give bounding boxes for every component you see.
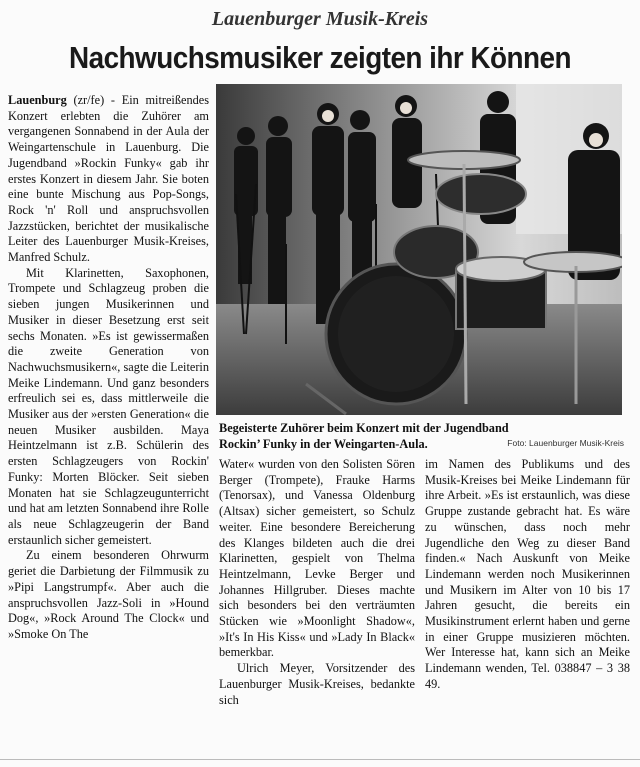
bottom-rule	[0, 759, 640, 760]
dateline: Lauenburg	[8, 93, 67, 107]
lead-text: Ein mitreißendes Konzert erlebten die Zuhörer am vergangenen Sonnabend in der Aula der Weingartenschule in Lauenburg. Die Jugendband »Rockin Funky« gab ihr erstes Konzert in diesem Jahr. Sie boten eine bunte Mischung aus Pop-Songs, Rock 'n' Roll und anspruchsvollen Jazzstücken, berichtet der musikalische Leiter des Lauenburger Musik-Kreises, Manfred Schulz.	[8, 93, 209, 265]
paragraph-3: Zu einem besonderen Ohrwurm geriet die Darbietung der Filmmusik zu »Pipi Langstrumpf«. Aber auch die anspruchsvollen Jazz-Soli in »Hound Dog«, »Rock Around The Clock« und »Smoke On The	[8, 548, 209, 641]
photo-caption: Begeisterte Zuhörer beim Konzert mit der Jugendband Rockin’ Funky in der Weingarten-Aula.	[219, 421, 509, 451]
paragraph-4: Water« wurden von den Solisten Sören Berger (Trompete), Frauke Harms (Tenorsax), und Vanessa Oldenburg (Altsax) sicher gemeistert, so Schulz weiter. Eine besondere Bereicherung des Klanges bildeten auch die drei Klarinetten, gespielt von Thelma Heintzelmann, Levke Berger und Johannes Hillgruber. Dieses machte sich besonders bei den verträumten Stücken wie »Moonlight Shadow«, »It's In His Kiss« und »Lady In Black« bemerkbar.	[219, 457, 415, 660]
photo-credit: Foto: Lauenburger Musik-Kreis	[507, 438, 624, 448]
source-tag: (zr/fe) -	[66, 93, 122, 107]
section-kicker: Lauenburger Musik-Kreis	[211, 8, 429, 30]
paragraph-5: Ulrich Meyer, Vorsitzender des Lauenburger Musik-Kreises, bedankte sich	[219, 661, 415, 707]
article-column-1	[8, 93, 209, 758]
paragraph-5-continued: im Namen des Publikums und des Musik-Kreises bei Meike Lindemann für ihre Arbeit. »Es ist erstaunlich, was diese Gruppe zustande gebracht hat. Es wäre zu wünschen, dass noch mehr Jugendliche den Weg zu dieser Band finden.« Nach Auskunft von Meike Lindemann werden noch Musikerinnen und Musikern im Alter von 10 bis 17 Jahren gesucht, die bereits ein Musikinstrument erlernt haben und gerne in einer Gruppe musizieren möchten. Wer Interesse hat, kann sich an Meike Lindemann wenden, Tel. 038847 – 3 38 49.	[425, 457, 630, 691]
article-column-2	[219, 457, 415, 757]
article-column-3	[425, 457, 630, 757]
band-photo	[216, 84, 622, 415]
lead-paragraph	[8, 93, 209, 266]
paragraph-2: Mit Klarinetten, Saxophonen, Trompete und Schlagzeug proben die sieben jungen Musikerinnen und Musiker in dieser Besetzung erst seit sechs Monaten. »Es ist gewissermaßen die zweite Generation von Nachwuchsmusikern«, sagte die Leiterin Meike Lindemann. Und ganz besonders erfreulich sei es, dass mittlerweile die Musiker aus der »ersten Generation« die neuen Musiker ausbilden. Maya Heintzelmann ist z.B. Schülerin des ersten Schlagzeugers von Rockin' Funky: Morten Blöcker. Seit sieben Monaten hat sie Schlagzeugunterricht und hat am letzten Sonnabend ihre Rolle als neue Schlagzeugerin der Band erstaunlich sicher gemeistert.	[8, 265, 209, 547]
headline: Nachwuchsmusiker zeigten ihr Können	[68, 40, 572, 75]
